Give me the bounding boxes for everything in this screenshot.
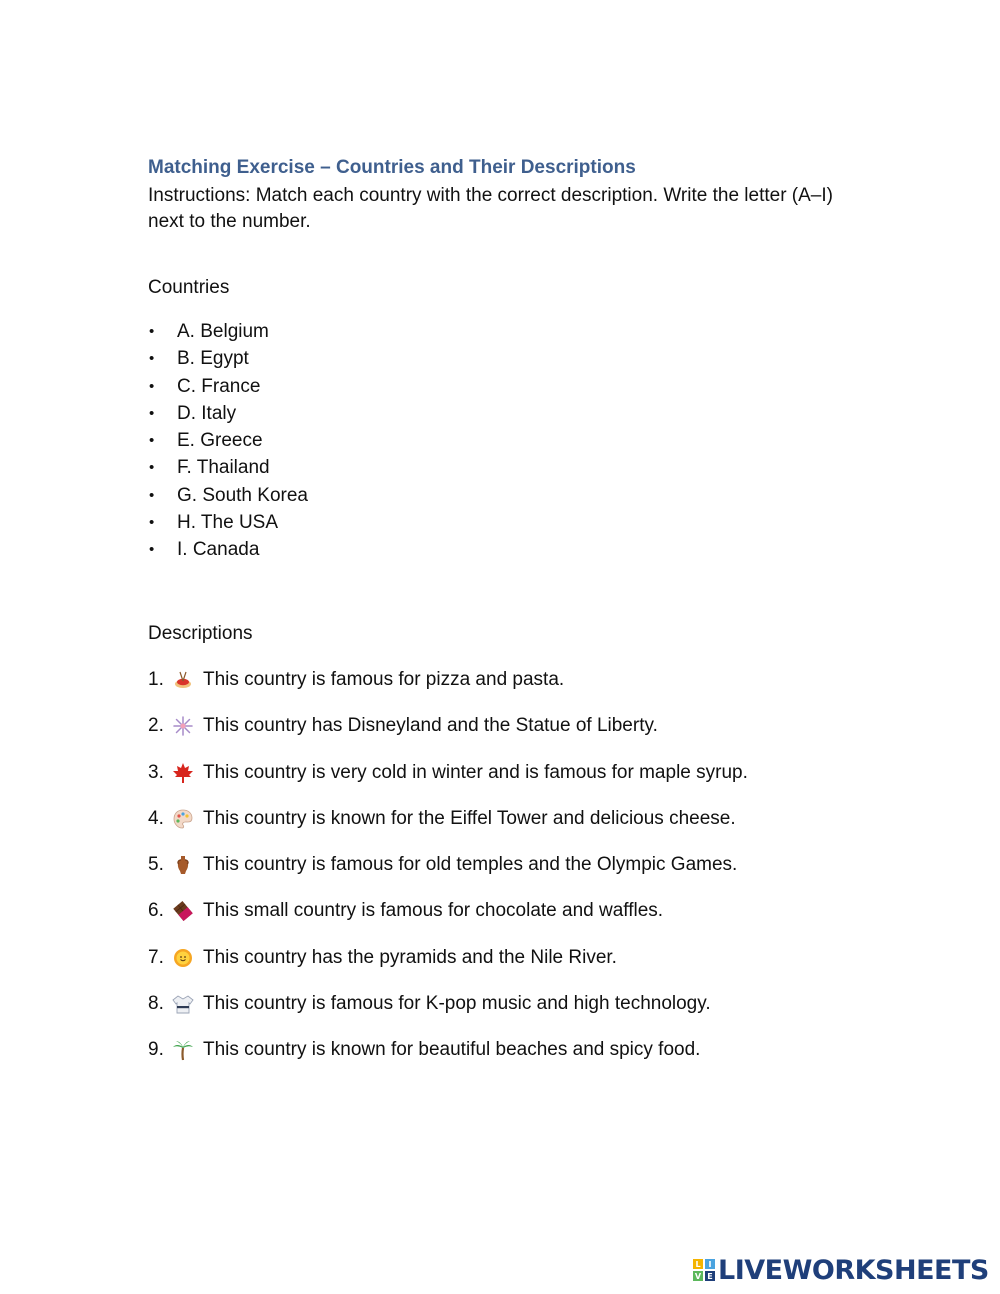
- bullet-icon: •: [149, 514, 155, 532]
- bullet-icon: •: [149, 432, 155, 450]
- country-label: G. South Korea: [177, 484, 308, 506]
- description-text: This country is famous for pizza and pasta.: [203, 669, 565, 690]
- description-number: 3.: [148, 761, 164, 783]
- description-item: [148, 1037, 748, 1083]
- description-list: [148, 667, 748, 1084]
- page-title: Matching Exercise – Countries and Their Descriptions: [148, 157, 636, 178]
- sun-icon: [172, 947, 194, 969]
- maple-leaf-icon: [172, 762, 194, 784]
- description-text: This country has the pyramids and the Nile River.: [203, 946, 617, 968]
- country-label: E. Greece: [177, 430, 263, 452]
- bullet-icon: •: [149, 377, 155, 395]
- bullet-icon: •: [149, 350, 155, 368]
- country-item: [148, 320, 308, 347]
- country-list: [148, 320, 308, 566]
- country-item: [148, 429, 308, 456]
- country-label: C. France: [177, 375, 261, 397]
- description-number: 8.: [148, 993, 164, 1015]
- description-number: 6.: [148, 900, 164, 922]
- liveworksheets-brand: [692, 1253, 989, 1287]
- bullet-icon: •: [149, 323, 155, 340]
- country-label: I. Canada: [177, 539, 260, 561]
- description-text: This country is famous for old temples and the Olympic Games.: [203, 854, 738, 876]
- country-item: [148, 484, 308, 511]
- palm-tree-icon: [172, 1039, 194, 1061]
- chocolate-icon: [172, 900, 194, 922]
- country-item: [148, 375, 308, 402]
- description-text: This country has Disneyland and the Statue of Liberty.: [203, 715, 658, 737]
- description-number: 5.: [148, 854, 164, 876]
- country-label: D. Italy: [177, 402, 237, 424]
- country-item: [148, 347, 308, 374]
- country-item: [148, 538, 308, 565]
- country-label: B. Egypt: [177, 348, 249, 370]
- country-label: F. Thailand: [177, 457, 270, 479]
- bullet-icon: •: [149, 541, 155, 559]
- fireworks-icon: [172, 715, 194, 737]
- svg-text:L: L: [695, 1260, 701, 1269]
- country-label: H. The USA: [177, 512, 279, 534]
- description-number: 4.: [148, 807, 164, 829]
- country-item: [148, 402, 308, 429]
- liveworksheets-logo-icon: [692, 1257, 716, 1283]
- bullet-icon: •: [149, 486, 155, 504]
- descriptions-heading: Descriptions: [148, 623, 253, 644]
- country-label: A. Belgium: [177, 321, 269, 342]
- description-item: [148, 991, 748, 1037]
- instructions-text: Instructions: Match each country with the correct description. Write the letter (A–I) next to the number.: [148, 185, 833, 232]
- svg-text:V: V: [694, 1272, 702, 1281]
- description-number: 9.: [148, 1039, 164, 1061]
- description-text: This country is known for beautiful beaches and spicy food.: [203, 1039, 701, 1061]
- description-text: This country is known for the Eiffel Tower and delicious cheese.: [203, 807, 736, 829]
- palette-icon: [172, 808, 194, 830]
- description-item: [148, 667, 748, 713]
- description-item: [148, 806, 748, 852]
- country-item: [148, 511, 308, 538]
- description-text: This small country is famous for chocolate and waffles.: [203, 900, 664, 922]
- amphora-icon: [172, 854, 194, 876]
- description-item: [148, 945, 748, 991]
- description-item: [148, 898, 748, 944]
- pasta-icon: [172, 669, 194, 691]
- description-item: [148, 852, 748, 898]
- description-number: 1.: [148, 669, 164, 690]
- description-text: This country is famous for K-pop music and high technology.: [203, 993, 711, 1015]
- svg-text:E: E: [707, 1272, 713, 1281]
- description-item: [148, 713, 748, 759]
- description-item: [148, 760, 748, 806]
- country-item: [148, 456, 308, 483]
- description-number: 7.: [148, 946, 164, 968]
- countries-heading: Countries: [148, 277, 230, 298]
- bullet-icon: •: [149, 404, 155, 422]
- brand-text: LIVEWORKSHEETS: [718, 1254, 989, 1286]
- description-number: 2.: [148, 715, 164, 737]
- description-text: This country is very cold in winter and is famous for maple syrup.: [203, 761, 748, 783]
- martial-arts-uniform-icon: [172, 993, 194, 1015]
- svg-text:I: I: [708, 1260, 712, 1269]
- bullet-icon: •: [149, 459, 155, 477]
